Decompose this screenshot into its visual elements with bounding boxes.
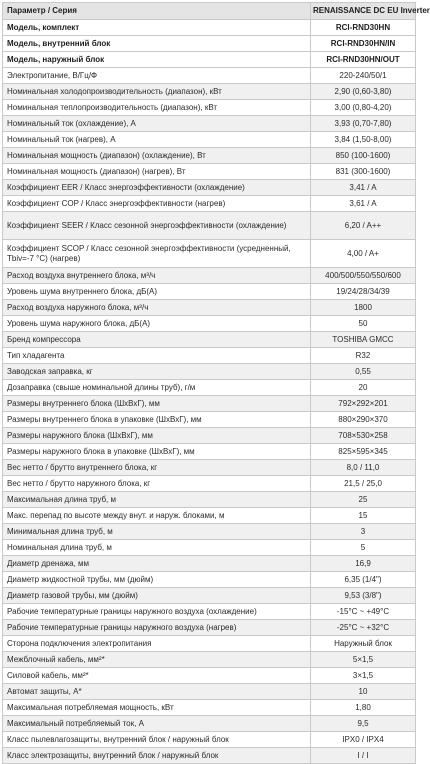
spec-value: 825×595×345 (311, 444, 416, 460)
table-row (3, 316, 416, 332)
spec-label: Коэффициент SCOP / Класс сезонной энергоэффективности (усредненный, Tbiv=-7 °C) (нагрев) (3, 240, 311, 268)
table-row (3, 212, 416, 240)
spec-value: 15 (311, 508, 416, 524)
spec-table (2, 2, 430, 764)
spec-label: Коэффициент SEER / Класс сезонной энергоэффективности (охлаждение) (3, 212, 311, 240)
table-row (3, 196, 416, 212)
table-row (3, 668, 416, 684)
model-label: Модель, внутренний блок (3, 36, 311, 52)
spec-label: Максимальный потребляемый ток, А (3, 716, 311, 732)
spec-value: 50 (311, 316, 416, 332)
spec-value: 20 (311, 380, 416, 396)
spec-value: 6,20 / A++ (311, 212, 416, 240)
spec-label: Номинальная холодопроизводительность (диапазон), кВт (3, 84, 311, 100)
spec-label: Уровень шума внутреннего блока, дБ(А) (3, 284, 311, 300)
table-row (3, 508, 416, 524)
spec-label: Размеры внутреннего блока (ШхВхГ), мм (3, 396, 311, 412)
spec-label: Класс пылевлагозащиты, внутренний блок / наружный блок (3, 732, 311, 748)
table-row (3, 588, 416, 604)
spec-value: 1,80 (311, 700, 416, 716)
table-row (3, 116, 416, 132)
table-row (3, 348, 416, 364)
spec-value: 2,90 (0,60-3,80) (311, 84, 416, 100)
table-row (3, 84, 416, 100)
spec-value: 3,84 (1,50-8,00) (311, 132, 416, 148)
table-row (3, 556, 416, 572)
spec-value: R32 (311, 348, 416, 364)
spec-value: 3,61 / A (311, 196, 416, 212)
spec-value: IPX0 / IPX4 (311, 732, 416, 748)
spec-value: Наружный блок (311, 636, 416, 652)
spec-label: Автомат защиты, А* (3, 684, 311, 700)
spec-value: 8,0 / 11,0 (311, 460, 416, 476)
spec-value: 4,00 / A+ (311, 240, 416, 268)
spec-label: Размеры наружного блока в упаковке (ШхВхГ), мм (3, 444, 311, 460)
series-header-cell: RENAISSANCE DC EU Inverter (311, 3, 416, 20)
table-row (3, 180, 416, 196)
spec-label: Электропитание, В/Гц/Ф (3, 68, 311, 84)
spec-value: 880×290×370 (311, 412, 416, 428)
table-row (3, 444, 416, 460)
spec-label: Класс электрозащиты, внутренний блок / наружный блок (3, 748, 311, 764)
spec-label: Межблочный кабель, мм²* (3, 652, 311, 668)
model-row-indoor (3, 36, 416, 52)
spec-label: Номинальная мощность (диапазон) (нагрев), Вт (3, 164, 311, 180)
spec-value: 1800 (311, 300, 416, 316)
table-row (3, 652, 416, 668)
spec-value: I / I (311, 748, 416, 764)
table-row (3, 700, 416, 716)
spec-value: 0,55 (311, 364, 416, 380)
spec-label: Минимальная длина труб, м (3, 524, 311, 540)
spec-label: Номинальная теплопроизводительность (диапазон), кВт (3, 100, 311, 116)
spec-label: Максимальная длина труб, м (3, 492, 311, 508)
spec-value: 3 (311, 524, 416, 540)
model-value: RCI-RND30HN/OUT (311, 52, 416, 68)
spec-label: Бренд компрессора (3, 332, 311, 348)
table-row (3, 460, 416, 476)
spec-label: Номинальная длина труб, м (3, 540, 311, 556)
model-value: RCI-RND30HN/IN (311, 36, 416, 52)
table-header-row (3, 3, 416, 20)
spec-value: 3,41 / A (311, 180, 416, 196)
spec-label: Вес нетто / брутто внутреннего блока, кг (3, 460, 311, 476)
spec-value: 9,53 (3/8") (311, 588, 416, 604)
spec-label: Диаметр газовой трубы, мм (дюйм) (3, 588, 311, 604)
spec-value: 708×530×258 (311, 428, 416, 444)
spec-label: Диаметр дренажа, мм (3, 556, 311, 572)
spec-value: 16,9 (311, 556, 416, 572)
param-header-cell: Параметр / Серия (3, 3, 311, 20)
spec-value: 792×292×201 (311, 396, 416, 412)
spec-label: Рабочие температурные границы наружного воздуха (нагрев) (3, 620, 311, 636)
spec-label: Рабочие температурные границы наружного воздуха (охлаждение) (3, 604, 311, 620)
table-row (3, 396, 416, 412)
table-row (3, 540, 416, 556)
spec-value: 400/500/550/550/600 (311, 268, 416, 284)
table-row (3, 636, 416, 652)
spec-label: Дозаправка (свыше номинальной длины труб), г/м (3, 380, 311, 396)
spec-value: 6,35 (1/4") (311, 572, 416, 588)
table-row (3, 716, 416, 732)
spec-label: Расход воздуха внутреннего блока, м³/ч (3, 268, 311, 284)
table-row (3, 748, 416, 764)
model-row-set (3, 20, 416, 36)
spec-label: Вес нетто / брутто наружного блока, кг (3, 476, 311, 492)
table-row (3, 380, 416, 396)
spec-label: Размеры наружного блока (ШхВхГ), мм (3, 428, 311, 444)
table-row (3, 572, 416, 588)
table-row (3, 300, 416, 316)
table-row (3, 364, 416, 380)
table-row (3, 604, 416, 620)
spec-label: Коэффициент EER / Класс энергоэффективности (охлаждение) (3, 180, 311, 196)
spec-label: Уровень шума наружного блока, дБ(А) (3, 316, 311, 332)
spec-label: Заводская заправка, кг (3, 364, 311, 380)
table-row (3, 428, 416, 444)
spec-label: Сторона подключения электропитания (3, 636, 311, 652)
table-row (3, 284, 416, 300)
spec-value: 831 (300-1600) (311, 164, 416, 180)
spec-value: 850 (100-1600) (311, 148, 416, 164)
model-row-outdoor (3, 52, 416, 68)
spec-value: TOSHIBA GMCC (311, 332, 416, 348)
spec-label: Номинальная мощность (диапазон) (охлаждение), Вт (3, 148, 311, 164)
table-row (3, 524, 416, 540)
model-label: Модель, комплект (3, 20, 311, 36)
table-row (3, 492, 416, 508)
table-row (3, 620, 416, 636)
spec-label: Коэффициент COP / Класс энергоэффективности (нагрев) (3, 196, 311, 212)
table-row (3, 164, 416, 180)
spec-label: Силовой кабель, мм²* (3, 668, 311, 684)
spec-value: 21,5 / 25,0 (311, 476, 416, 492)
table-row (3, 132, 416, 148)
spec-value: 5 (311, 540, 416, 556)
spec-value: 5×1,5 (311, 652, 416, 668)
table-row (3, 240, 416, 268)
spec-label: Номинальный ток (охлаждение), А (3, 116, 311, 132)
table-row (3, 332, 416, 348)
table-row (3, 100, 416, 116)
spec-value: 3×1,5 (311, 668, 416, 684)
spec-value: 220-240/50/1 (311, 68, 416, 84)
table-row (3, 268, 416, 284)
spec-value: 19/24/28/34/39 (311, 284, 416, 300)
spec-label: Тип хладагента (3, 348, 311, 364)
table-row (3, 684, 416, 700)
spec-value: 9,5 (311, 716, 416, 732)
spec-label: Номинальный ток (нагрев), А (3, 132, 311, 148)
spec-label: Максимальная потребляемая мощность, кВт (3, 700, 311, 716)
table-row (3, 412, 416, 428)
model-value: RCI-RND30HN (311, 20, 416, 36)
table-row (3, 68, 416, 84)
spec-label: Макс. перепад по высоте между внут. и наруж. блоками, м (3, 508, 311, 524)
spec-value: 10 (311, 684, 416, 700)
spec-value: -25°C ~ +32°C (311, 620, 416, 636)
table-row (3, 732, 416, 748)
spec-value: 3,93 (0,70-7,80) (311, 116, 416, 132)
spec-label: Размеры внутреннего блока в упаковке (ШхВхГ), мм (3, 412, 311, 428)
model-label: Модель, наружный блок (3, 52, 311, 68)
spec-value: 3,00 (0,80-4,20) (311, 100, 416, 116)
spec-value: -15°C ~ +49°C (311, 604, 416, 620)
spec-value: 25 (311, 492, 416, 508)
table-row (3, 476, 416, 492)
table-row (3, 148, 416, 164)
spec-label: Расход воздуха наружного блока, м³/ч (3, 300, 311, 316)
spec-label: Диаметр жидкостной трубы, мм (дюйм) (3, 572, 311, 588)
